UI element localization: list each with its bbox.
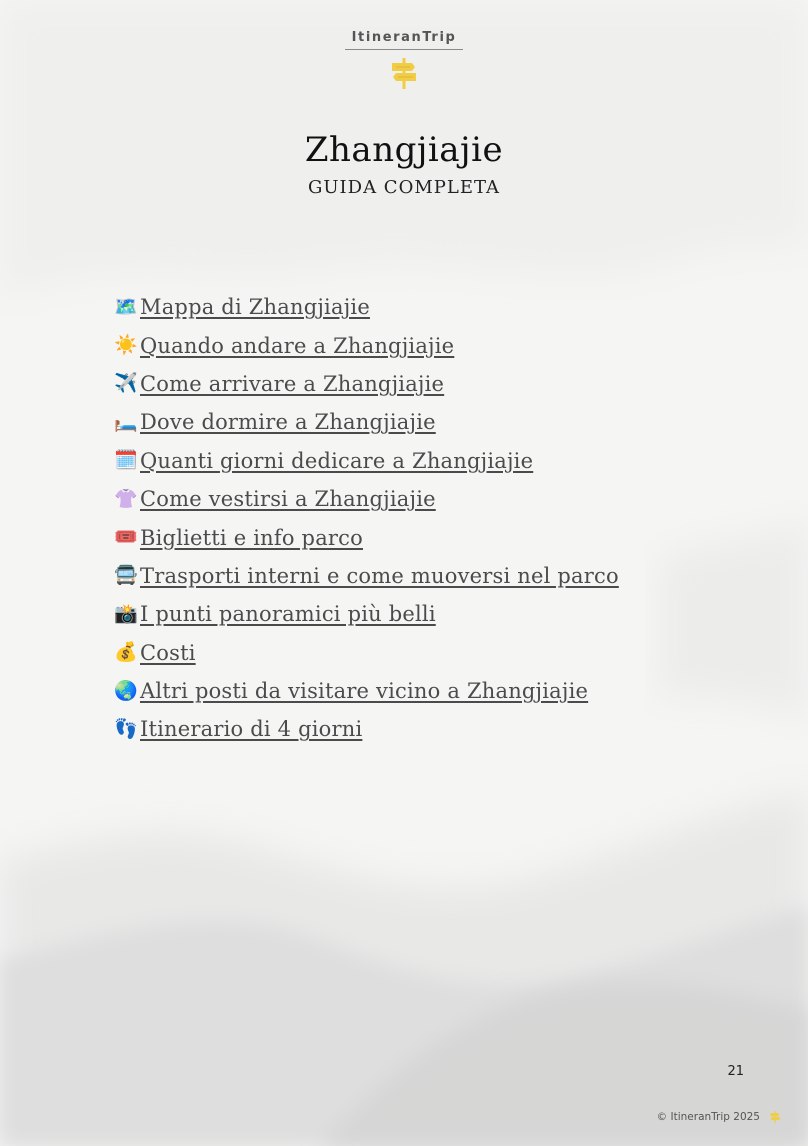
toc-link-what-to-wear[interactable]: Come vestirsi a Zhangjiajie [140, 487, 436, 512]
toc-link-how-to-arrive[interactable]: Come arrivare a Zhangjiajie [140, 371, 445, 396]
ticket-icon: 🎟️ [114, 526, 138, 549]
header [0, 26, 808, 91]
toc-link-nearby-places[interactable]: Altri posti da visitare vicino a Zhangjiajie [140, 679, 589, 704]
toc-item-transport[interactable] [114, 557, 619, 595]
toc-link-how-many-days[interactable]: Quanti giorni dedicare a Zhangjiajie [140, 448, 534, 473]
toc-item-map[interactable] [114, 288, 619, 326]
toc-item-what-to-wear[interactable] [114, 480, 619, 518]
toc-item-viewpoints[interactable] [114, 595, 619, 633]
toc-item-where-to-sleep[interactable] [114, 403, 619, 441]
toc-item-tickets[interactable] [114, 518, 619, 556]
table-of-contents [114, 288, 619, 749]
toc-item-how-many-days[interactable] [114, 442, 619, 480]
footer [657, 1110, 782, 1124]
toc-link-transport[interactable]: Trasporti interni e come muoversi nel parco [140, 563, 619, 588]
calendar-icon: 🗓️ [114, 449, 138, 472]
bed-icon: 🛏️ [114, 410, 138, 433]
airplane-icon: ✈️ [114, 372, 138, 395]
page-title: Zhangjiajie [304, 130, 504, 170]
copyright-text: © ItineranTrip 2025 [656, 1111, 760, 1123]
brand-name: ItineranTrip [345, 30, 463, 50]
signpost-icon [386, 55, 422, 91]
globe-icon: 🌏 [114, 679, 138, 702]
toc-item-how-to-arrive[interactable] [114, 365, 619, 403]
toc-link-when-to-go[interactable]: Quando andare a Zhangjiajie [140, 333, 455, 358]
toc-link-costs[interactable]: Costi [140, 640, 196, 665]
toc-link-tickets[interactable]: Biglietti e info parco [140, 525, 363, 550]
toc-link-map[interactable]: Mappa di Zhangjiajie [140, 295, 370, 320]
page-subtitle: GUIDA COMPLETA [308, 177, 500, 198]
sun-icon: ☀️ [114, 334, 138, 357]
page-number: 21 [727, 1064, 744, 1079]
toc-item-when-to-go[interactable] [114, 326, 619, 364]
toc-link-itinerary[interactable]: Itinerario di 4 giorni [140, 717, 363, 742]
toc-link-viewpoints[interactable]: I punti panoramici più belli [140, 602, 436, 627]
toc-item-nearby-places[interactable] [114, 672, 619, 710]
bus-icon: 🚍 [114, 564, 138, 587]
toc-link-where-to-sleep[interactable]: Dove dormire a Zhangjiajie [140, 410, 436, 435]
footprints-icon: 👣 [114, 717, 138, 740]
toc-item-itinerary[interactable] [114, 710, 619, 748]
clothes-icon: 👚 [114, 487, 138, 510]
money-bag-icon: 💰 [114, 641, 138, 664]
camera-icon: 📸 [114, 602, 138, 625]
toc-item-costs[interactable] [114, 634, 619, 672]
map-icon: 🗺️ [114, 295, 138, 318]
signpost-icon [768, 1110, 782, 1124]
